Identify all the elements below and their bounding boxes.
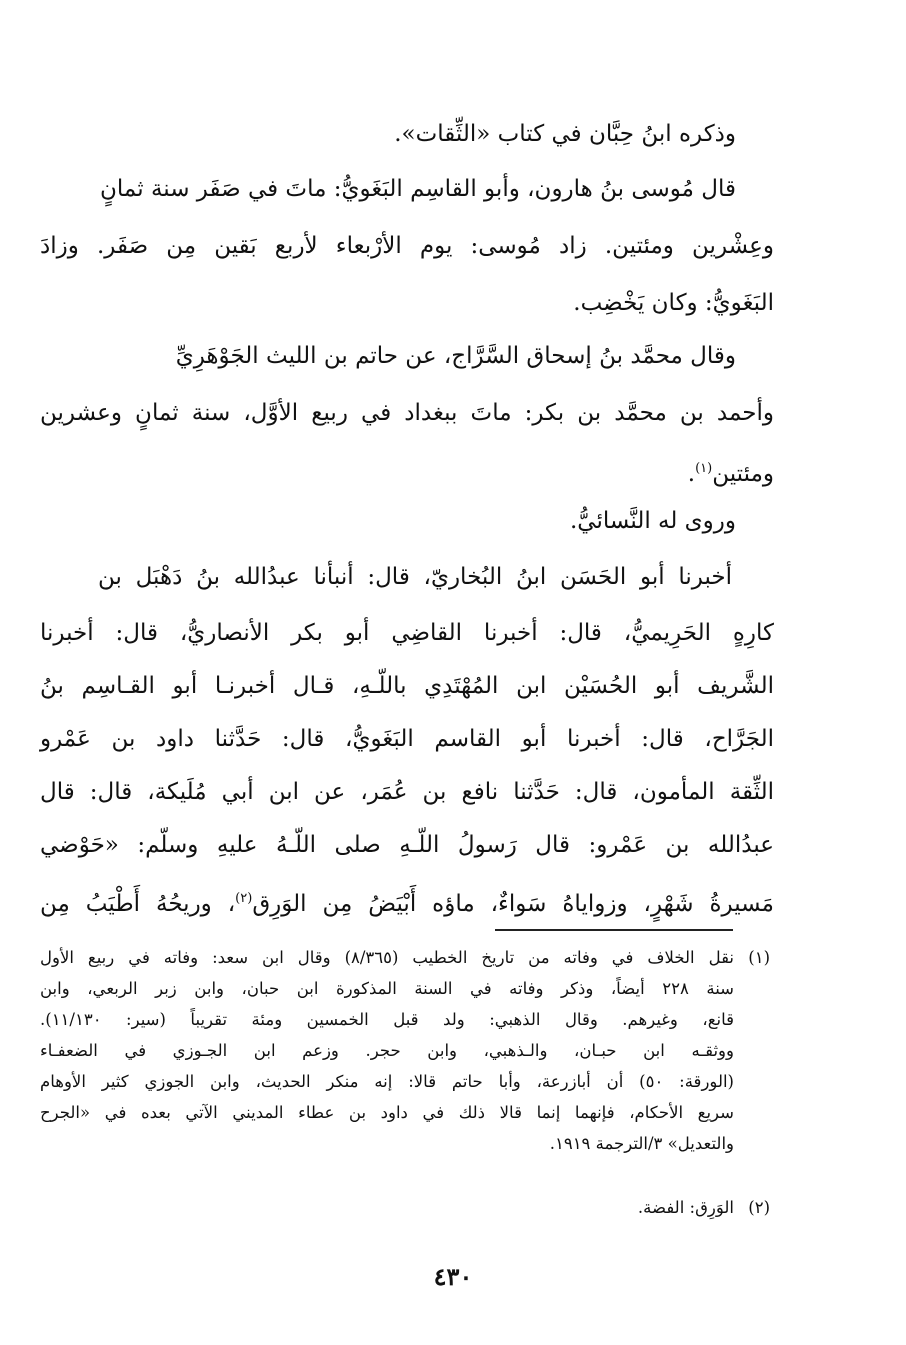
text-line — [40, 870, 774, 933]
text-line: البَغَويُّ: وكان يَخْضِب. — [573, 290, 774, 316]
footnote-line: والتعديل» ٣/الترجمة ١٩١٩. — [549, 1134, 734, 1153]
page-number: ٤٣٠ — [433, 1262, 473, 1291]
text-line: الجَرَّاح، قال: أخبرنا أبو القاسم البَغَويُّ، قال: حَدَّثنا داود بن عَمْرو — [40, 726, 774, 752]
footnote-line: نقل الخلاف في وفاته من تاريخ الخطيب (٨/٣٦٥) وقال ابن سعد: وفاته في ربيع الأول — [40, 948, 735, 967]
text-line: الشَّريف أبو الحُسَيْن ابن المُهْتَدِي باللّـهِ، قـال أخبرنـا أبو القـاسِم بنُ — [40, 673, 774, 699]
footnote-marker: (١) — [748, 948, 770, 967]
text-line: عبدُالله بن عَمْرو: قال رَسولُ اللّـهِ صلى اللّـهُ عليهِ وسلّم: «حَوْضي — [40, 832, 774, 858]
footnote-line: الوَرِق: الفضة. — [637, 1198, 734, 1217]
text-line: وروى له النَّسائيُّ. — [569, 508, 736, 534]
text-line: أخبرنا أبو الحَسَن ابنُ البُخاريّ، قال: أنبأنا عبدُالله بنُ دَهْبَل بن — [98, 564, 733, 590]
footnote-line: ووثقـه ابن حبـان، والـذهبي، وابن حجر. وزعم ابن الجـوزي في الضعفـاء — [40, 1041, 734, 1060]
footnote-ref-1[interactable]: (١) — [695, 461, 713, 476]
footnote-line: (الورقة: ٥٠) أن أبازرعة، وأبا حاتم قالا: إنه منكر الحديث، وابن الجوزي كثير الأوهام — [40, 1072, 734, 1091]
text-segment: ومئتين — [712, 461, 774, 487]
text-line: وعِشْرين ومئتين. زاد مُوسى: يوم الأرْبعاء لأربع بَقين مِن صَفَر. وزادَ — [40, 233, 774, 259]
text-line: كارِهٍ الحَرِيميُّ، قال: أخبرنا القاضِي أبو بكر الأنصاريُّ، قال: أخبرنا — [40, 620, 774, 646]
footnote-line: قانع، وغيرهم. وقال الذهبي: ولد قبل الخمسين ومئة تقريباً (سير: ١١/١٣٠). — [40, 1010, 734, 1029]
footnote-separator — [495, 929, 733, 931]
text-line: وذكره ابنُ حِبَّان في كتاب «الثِّقات». — [394, 121, 736, 147]
text-line: قال مُوسى بنُ هارون، وأبو القاسِم البَغَويُّ: ماتَ في صَفَر سنة ثمانٍ — [100, 176, 736, 202]
text-line: الثِّقة المأمون، قال: حَدَّثنا نافع بن عُمَر، عن ابن أبي مُلَيكة، قال: قال — [40, 779, 774, 805]
text-line: وقال محمَّد بنُ إسحاق السَّرَّاج، عن حاتم بن الليث الجَوْهَرِيِّ — [175, 343, 736, 369]
text-segment: مَسيرةُ شَهْرٍ، وزواياهُ سَواءٌ، ماؤه أَبْيَضُ مِن الوَرِق — [252, 891, 774, 917]
text-tail: . — [687, 461, 696, 487]
footnote-ref-2[interactable]: (٢) — [235, 891, 253, 906]
footnote-line: سنة ٢٢٨ أيضاً، وذكر وفاته في السنة المذكورة ابن حبان، وابن زبر الربعي، وابن — [40, 979, 734, 998]
footnote-marker: (٢) — [748, 1198, 770, 1217]
text-line: وأحمد بن محمَّد بن بكر: ماتَ ببغداد في ربيع الأوَّل، سنة ثمانٍ وعشرين — [40, 400, 774, 426]
text-tail: ، وريحُهُ أَطْيَبُ مِن — [40, 891, 236, 917]
footnote-line: سريع الأحكام، فإنهما إنما قالا ذلك في داود بن عطاء المديني الآتي بعده في «الجرح — [40, 1103, 734, 1122]
